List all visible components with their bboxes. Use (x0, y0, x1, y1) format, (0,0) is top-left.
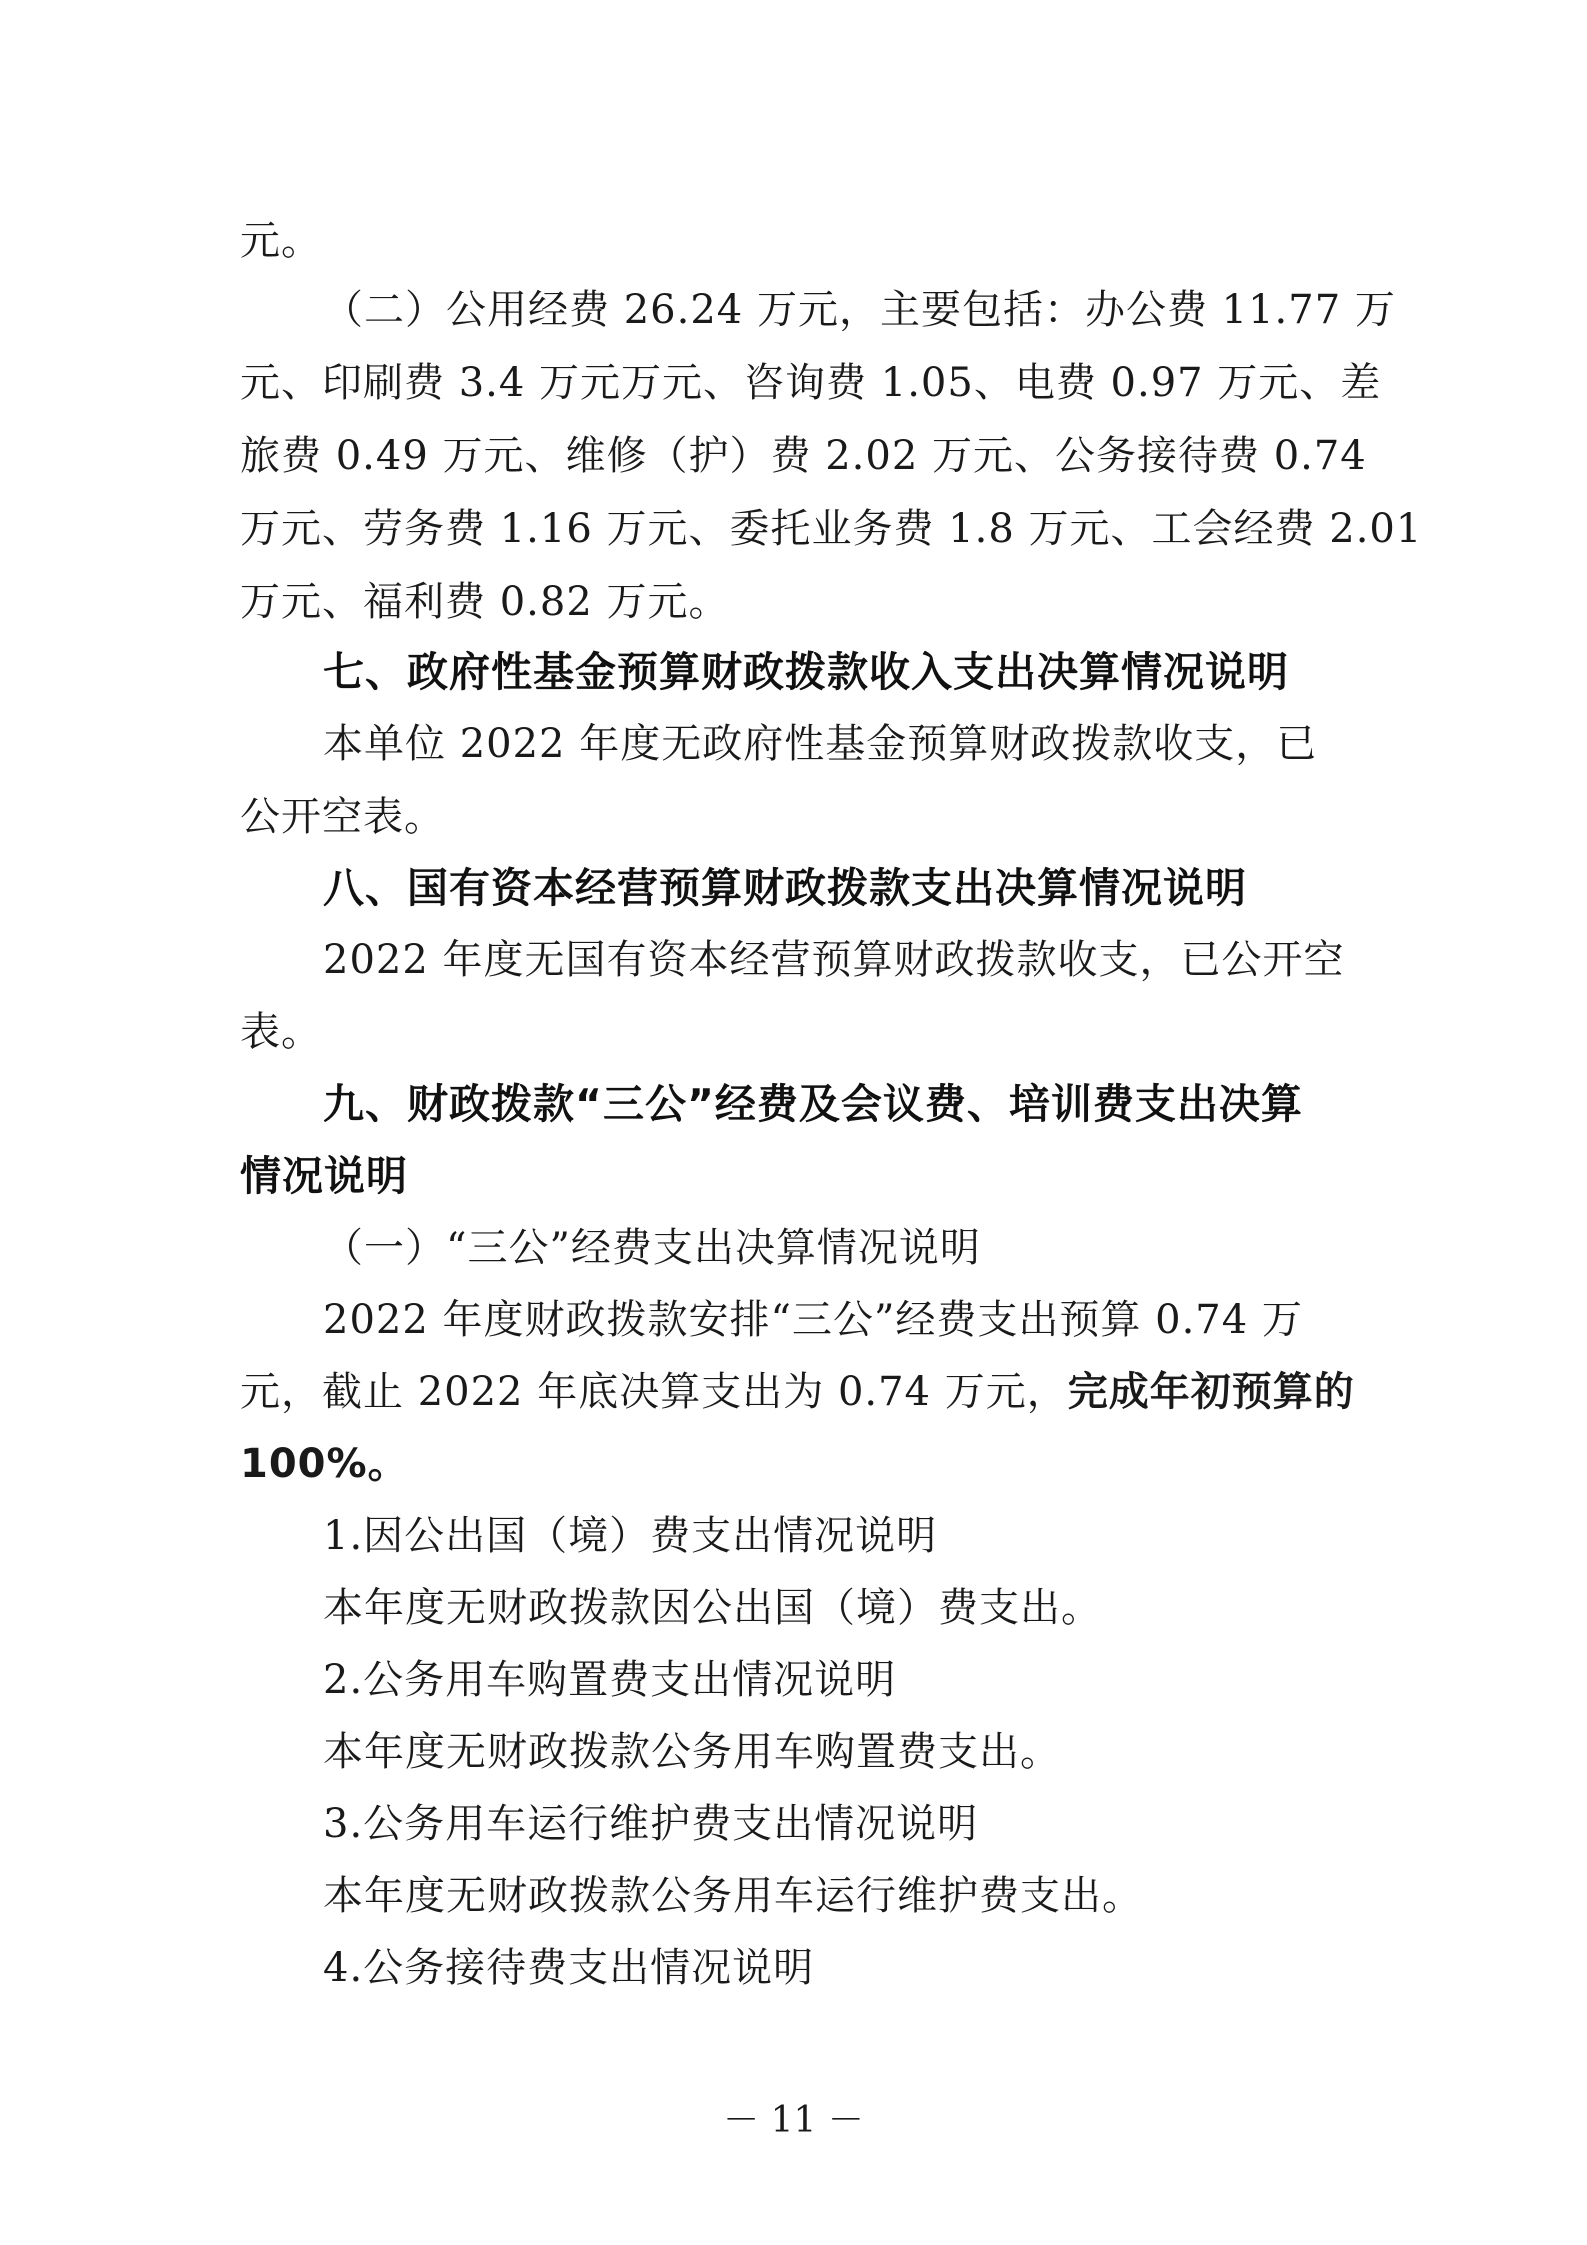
section-heading: 情况说明 (240, 1152, 408, 1200)
section-heading: 七、政府性基金预算财政拨款收入支出决算情况说明 (323, 648, 1289, 696)
paragraph-line: 2022 年度无国有资本经营预算财政拨款收支，已公开空 (323, 937, 1345, 983)
paragraph-line: 公开空表。 (240, 794, 445, 840)
paragraph-line: 2022 年度财政拨款安排“三公”经费支出预算 0.74 万 (323, 1297, 1303, 1343)
paragraph-line: 100%。 (240, 1441, 409, 1487)
subsection-heading: （一）“三公”经费支出决算情况说明 (323, 1225, 981, 1271)
paragraph-line (240, 1366, 1355, 1418)
section-heading: 八、国有资本经营预算财政拨款支出决算情况说明 (323, 864, 1247, 912)
page-number: － 11 － (723, 2100, 864, 2141)
paragraph-line: 本年度无财政拨款公务用车运行维护费支出。 (323, 1873, 1143, 1919)
section-heading: 九、财政拨款“三公”经费及会议费、培训费支出决算 (323, 1080, 1303, 1128)
paragraph-line: 本单位 2022 年度无政府性基金预算财政拨款收支，已 (323, 721, 1318, 767)
item-heading: 3.公务用车运行维护费支出情况说明 (323, 1801, 979, 1847)
paragraph-line: 表。 (240, 1009, 322, 1055)
paragraph-line: 旅费 0.49 万元、维修（护）费 2.02 万元、公务接待费 0.74 (240, 433, 1367, 479)
paragraph-line: 本年度无财政拨款公务用车购置费支出。 (323, 1729, 1061, 1775)
paragraph-line: 元。 (240, 218, 322, 264)
paragraph-line: （二）公用经费 26.24 万元，主要包括：办公费 11.77 万 (323, 287, 1396, 333)
paragraph-line: 本年度无财政拨款因公出国（境）费支出。 (323, 1585, 1102, 1631)
item-heading: 4.公务接待费支出情况说明 (323, 1945, 815, 1991)
paragraph-text-bold: 完成年初预算的 (1067, 1369, 1355, 1415)
paragraph-line: 万元、福利费 0.82 万元。 (240, 579, 730, 625)
item-heading: 2.公务用车购置费支出情况说明 (323, 1657, 897, 1703)
item-heading: 1.因公出国（境）费支出情况说明 (323, 1513, 938, 1559)
paragraph-line: 元、印刷费 3.4 万元万元、咨询费 1.05、电费 0.97 万元、差 (240, 360, 1382, 406)
paragraph-line: 万元、劳务费 1.16 万元、委托业务费 1.8 万元、工会经费 2.01 (240, 506, 1423, 552)
paragraph-text: 元，截止 2022 年底决算支出为 0.74 万元， (240, 1369, 1068, 1415)
